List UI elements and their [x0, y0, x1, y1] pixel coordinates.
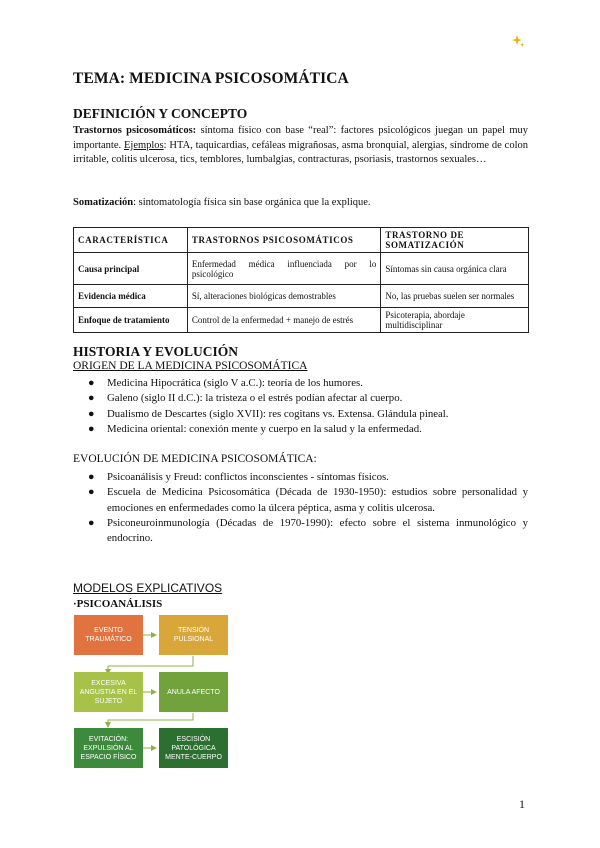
psicoanalisis-subheading: ·PSICOANÁLISIS	[73, 598, 163, 610]
ejemplos-label: Ejemplos	[123, 139, 164, 151]
flow-box-evento: EVENTO TRAUMÁTICO	[74, 615, 143, 655]
flow-arrow	[108, 713, 193, 727]
evolucion-heading: EVOLUCIÓN DE MEDICINA PSICOSOMÁTICA:	[73, 453, 317, 465]
somatizacion-paragraph	[73, 196, 528, 211]
bullet-icon: ●	[88, 422, 95, 435]
definicion-text-a: síntoma físico con base “real”: factores psicológicos juegan un papel muy importante.	[73, 125, 529, 151]
origen-heading: ORIGEN DE LA MEDICINA PSICOSOMÁTICA	[73, 360, 308, 372]
definicion-heading: DEFINICIÓN Y CONCEPTO	[73, 106, 248, 121]
table-row-head: Enfoque de tratamiento	[74, 308, 188, 333]
flow-box-evitacion: EVITACIÓN: EXPULSIÓN AL ESPACIO FÍSICO	[74, 728, 143, 768]
table-header-cell: TRASTORNO DE SOMATIZACIÓN	[381, 228, 529, 253]
origen-list	[73, 376, 528, 437]
table-header-cell: TRASTORNOS PSICOSOMÁTICOS	[187, 228, 380, 253]
modelos-heading: MODELOS EXPLICATIVOS	[73, 581, 223, 595]
definicion-paragraph	[73, 124, 528, 168]
bullet-icon: ●	[88, 471, 95, 483]
flow-box-tension: TENSIÓN PULSIONAL	[159, 615, 228, 655]
somatizacion-text: : sintomatología física sin base orgánica que la explique.	[133, 197, 371, 208]
definicion-text-b: : HTA, taquicardias, cefáleas migrañosas, asma bronquial, alergias, síndrome de colon irritable, colitis ulcerosa, tics, temblores, lumbalgias, contracturas, psoriasis, trastornos sexuales…	[73, 139, 528, 166]
page-number: 1	[519, 797, 525, 811]
table-cell: Enfermedad médica influenciada por lo psicológico	[187, 253, 380, 285]
list-item: ● Escuela de Medicina Psicosomática (Década de 1930-1950): estudios sobre personalidad y emociones en enfermedades como la úlcera péptica, asma y colitis ulcerosa.	[88, 486, 528, 514]
table-cell: Sí, alteraciones biológicas demostrables	[187, 285, 380, 308]
list-item: ● Medicina oriental: conexión mente y cuerpo en la salud y la enfermedad.	[73, 422, 528, 437]
flow-box-escision: ESCISIÓN PATOLÓGICA MENTE-CUERPO	[159, 728, 228, 768]
table-row	[74, 308, 529, 333]
bullet-icon: ●	[88, 486, 95, 499]
list-item: ● Psicoanálisis y Freud: conflictos inconscientes - síntomas físicos.	[73, 470, 528, 485]
table-header-row	[74, 228, 529, 253]
page-title: TEMA: MEDICINA PSICOSOMÁTICA	[73, 70, 349, 87]
table-row	[74, 285, 529, 308]
table-cell: Control de la enfermedad + manejo de estrés	[187, 308, 380, 333]
table-row-head: Causa principal	[74, 253, 188, 285]
list-item: ● Medicina Hipocrática (siglo V a.C.): teoría de los humores.	[73, 376, 528, 391]
term-somatizacion: Somatización	[73, 197, 134, 208]
table-header-cell: CARACTERÍSTICA	[74, 228, 188, 253]
table-cell: Síntomas sin causa orgánica clara	[381, 253, 529, 285]
bullet-icon: ●	[88, 516, 95, 529]
bullet-icon: ●	[88, 392, 95, 405]
comparison-table	[73, 227, 529, 333]
historia-heading: HISTORIA Y EVOLUCIÓN	[73, 344, 239, 359]
term-trastornos: Trastornos psicosomáticos:	[73, 125, 197, 136]
bullet-icon: ●	[88, 407, 95, 420]
table-row-head: Evidencia médica	[74, 285, 188, 308]
table-cell: No, las pruebas suelen ser normales	[381, 285, 529, 308]
table-row	[74, 253, 529, 285]
bullet-icon: ●	[88, 377, 95, 389]
list-item: ● Galeno (siglo II d.C.): la tristeza o el estrés podían afectar al cuerpo.	[73, 391, 528, 406]
evolucion-list	[73, 470, 528, 546]
sparkle-icon	[511, 34, 525, 48]
flow-box-anula: ANULA AFECTO	[159, 672, 228, 712]
list-item: ● Dualismo de Descartes (siglo XVII): res cogitans vs. Extensa. Glándula pineal.	[73, 407, 528, 422]
table-cell: Psicoterapia, abordaje multidisciplinar	[381, 308, 529, 333]
flow-box-angustia: EXCESIVA ANGUSTIA EN EL SUJETO	[74, 672, 143, 712]
list-item: ● Psiconeuroinmunología (Décadas de 1970-1990): efecto sobre el sistema inmunológico y endocrino.	[88, 516, 528, 545]
